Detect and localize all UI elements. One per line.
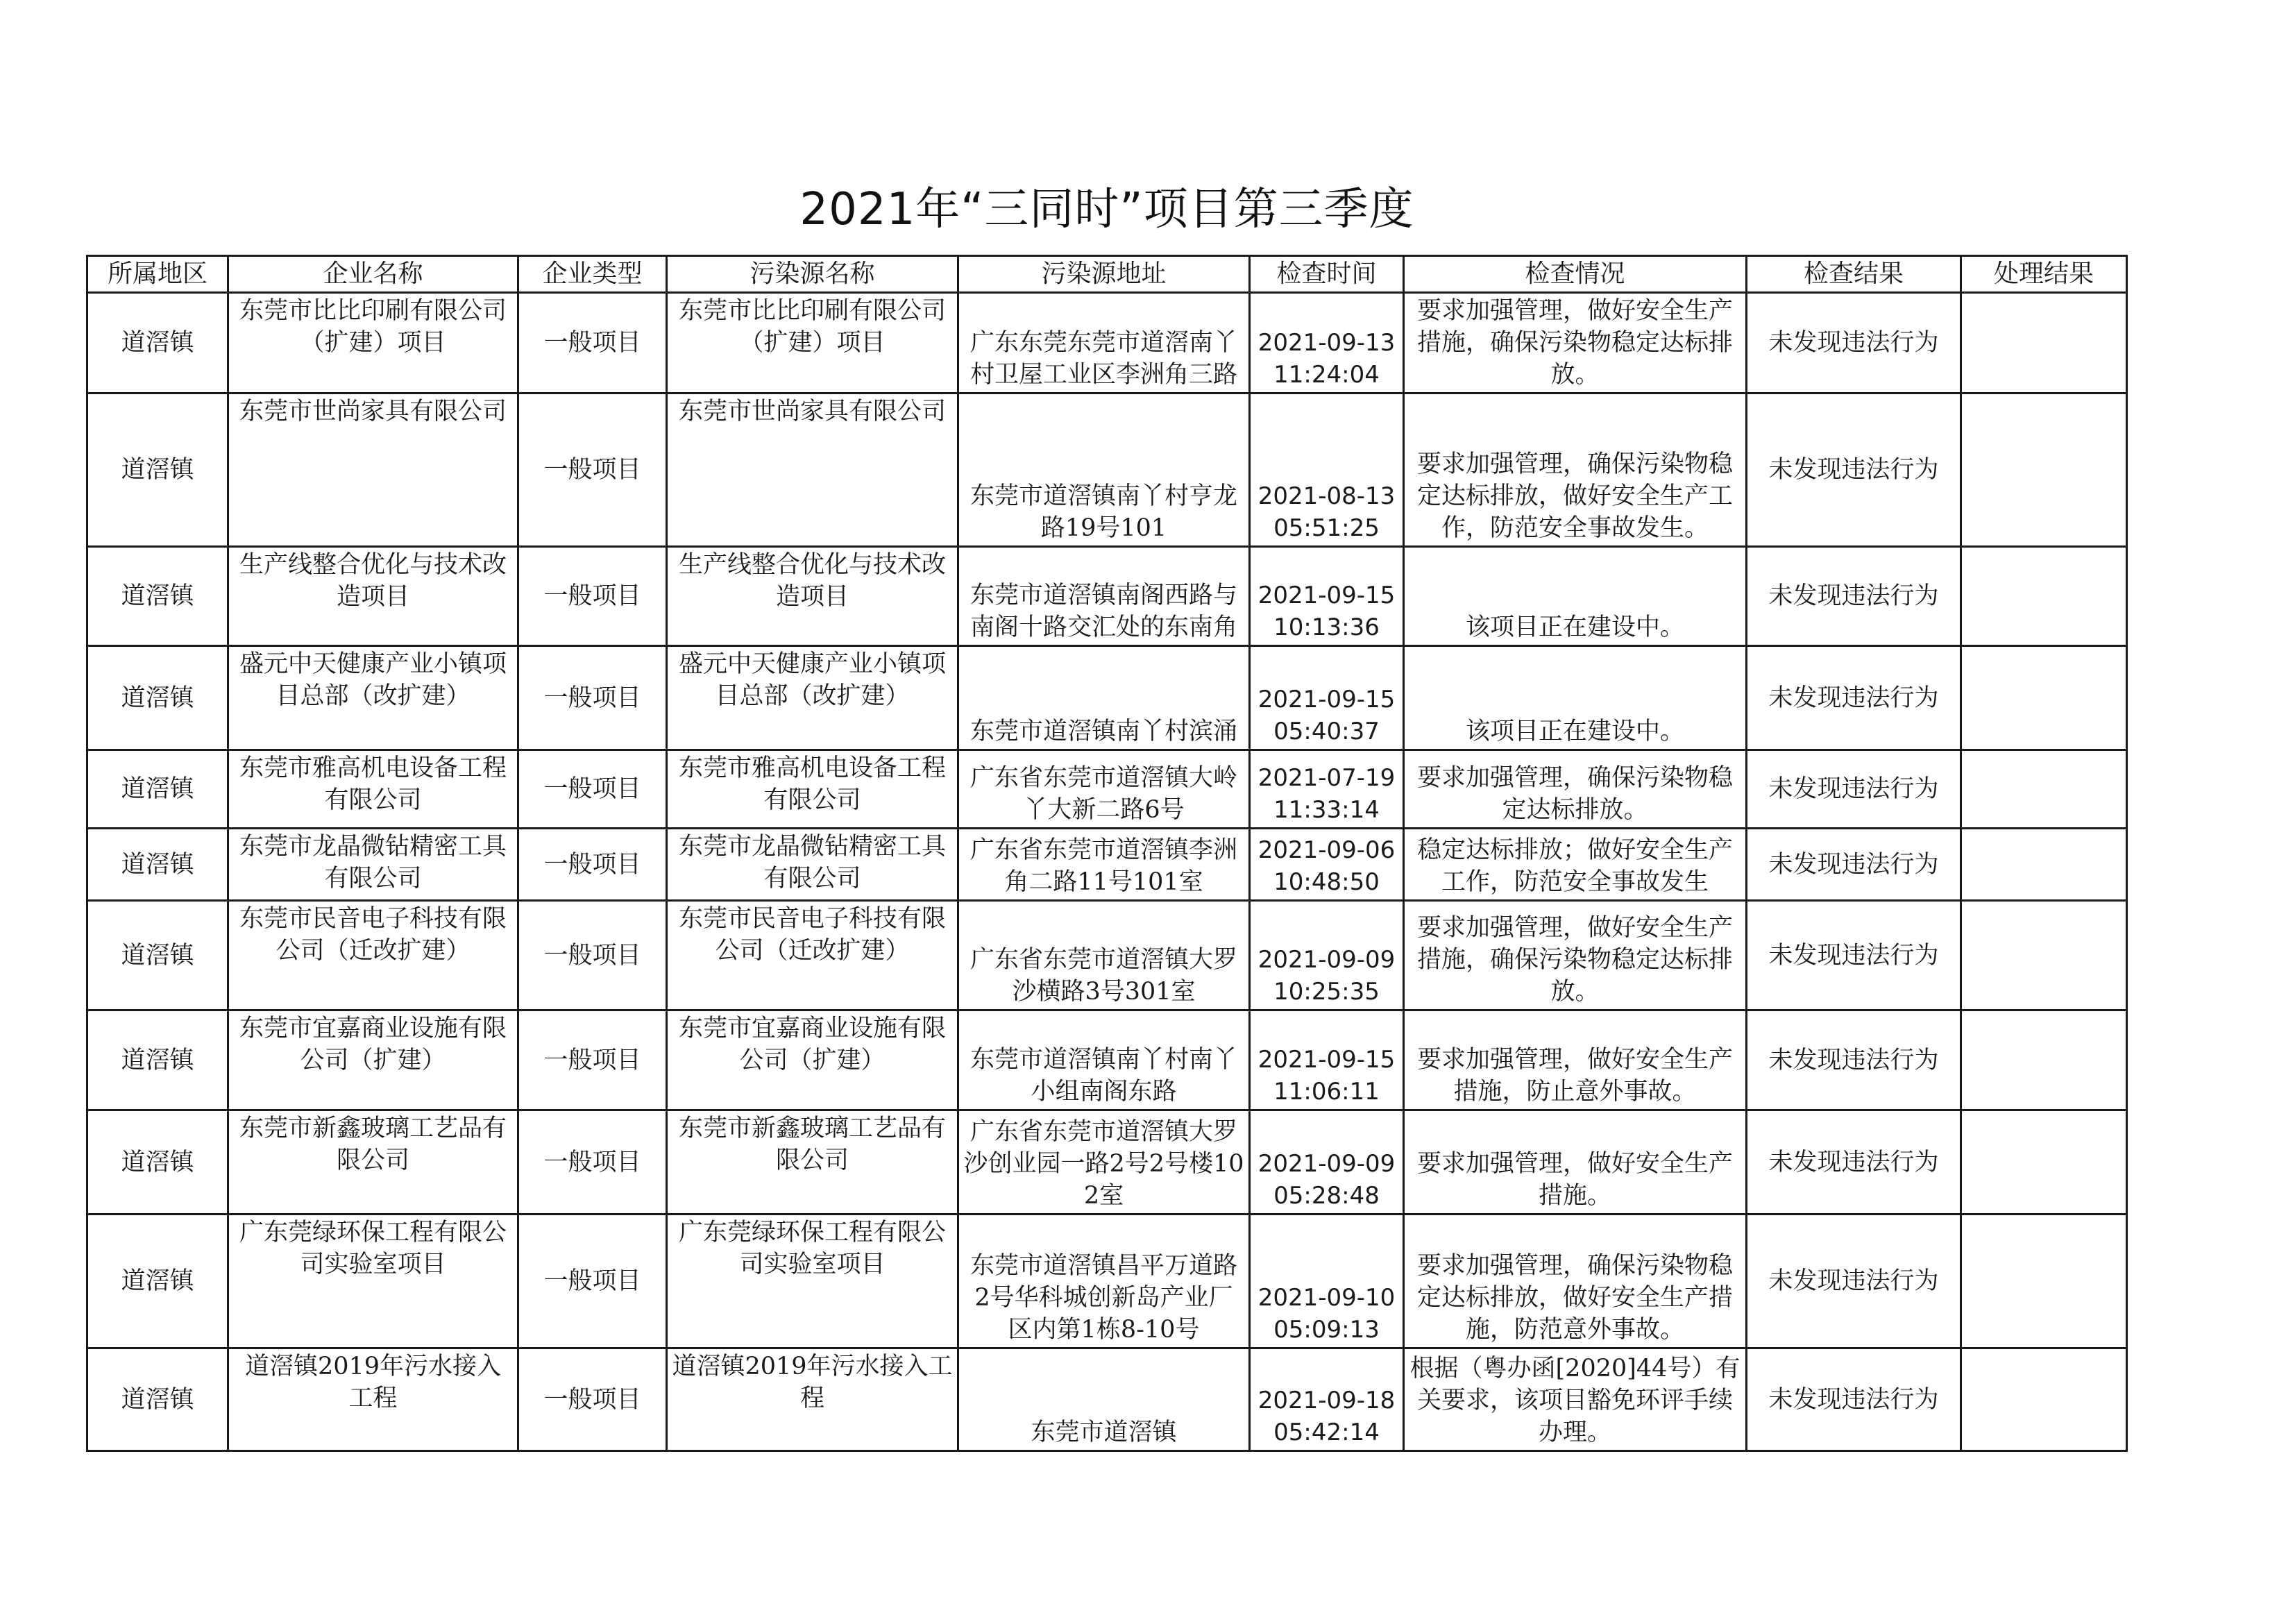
- cell-region: 道滘镇: [87, 293, 228, 394]
- cell-company: 东莞市新鑫玻璃工艺品有限公司: [228, 1110, 518, 1215]
- cell-address: 东莞市道滘镇南丫村南丫小组南阁东路: [958, 1010, 1250, 1110]
- cell-check: 根据（粤办函[2020]44号）有关要求，该项目豁免环评手续办理。: [1404, 1348, 1747, 1451]
- cell-check: 该项目正在建设中。: [1404, 547, 1747, 646]
- cell-type: 一般项目: [518, 547, 667, 646]
- cell-handling: [1961, 394, 2127, 547]
- cell-company: 盛元中天健康产业小镇项目总部（改扩建）: [228, 646, 518, 750]
- cell-result: 未发现违法行为: [1747, 646, 1961, 750]
- cell-address: 东莞市道滘镇南阁西路与南阁十路交汇处的东南角: [958, 547, 1250, 646]
- cell-address: 广东省东莞市道滘镇大罗沙创业园一路2号2号楼102室: [958, 1110, 1250, 1215]
- header-time: 检查时间: [1250, 256, 1404, 293]
- cell-time: 2021-09-06 10:48:50: [1250, 829, 1404, 901]
- table-row: [87, 829, 2127, 901]
- cell-region: 道滘镇: [87, 547, 228, 646]
- cell-source: 东莞市宜嘉商业设施有限公司（扩建）: [667, 1010, 958, 1110]
- cell-region: 道滘镇: [87, 1348, 228, 1451]
- cell-result: 未发现违法行为: [1747, 1215, 1961, 1348]
- cell-type: 一般项目: [518, 901, 667, 1010]
- cell-source: 盛元中天健康产业小镇项目总部（改扩建）: [667, 646, 958, 750]
- cell-result: 未发现违法行为: [1747, 1010, 1961, 1110]
- cell-source: 东莞市新鑫玻璃工艺品有限公司: [667, 1110, 958, 1215]
- cell-region: 道滘镇: [87, 1215, 228, 1348]
- header-handling: 处理结果: [1961, 256, 2127, 293]
- table-row: [87, 750, 2127, 829]
- cell-source: 道滘镇2019年污水接入工程: [667, 1348, 958, 1451]
- cell-check: 稳定达标排放；做好安全生产工作，防范安全事故发生: [1404, 829, 1747, 901]
- cell-result: 未发现违法行为: [1747, 293, 1961, 394]
- cell-time: 2021-09-15 10:13:36: [1250, 547, 1404, 646]
- header-region: 所属地区: [87, 256, 228, 293]
- cell-type: 一般项目: [518, 829, 667, 901]
- cell-result: 未发现违法行为: [1747, 1348, 1961, 1451]
- cell-type: 一般项目: [518, 750, 667, 829]
- cell-region: 道滘镇: [87, 394, 228, 547]
- cell-address: 广东东莞东莞市道滘南丫村卫屋工业区李洲角三路: [958, 293, 1250, 394]
- cell-handling: [1961, 829, 2127, 901]
- cell-check: 要求加强管理，确保污染物稳定达标排放，做好安全生产措施，防范意外事故。: [1404, 1215, 1747, 1348]
- cell-address: 东莞市道滘镇南丫村亨龙路19号101: [958, 394, 1250, 547]
- cell-source: 东莞市世尚家具有限公司: [667, 394, 958, 547]
- cell-company: 东莞市雅高机电设备工程有限公司: [228, 750, 518, 829]
- cell-address: 东莞市道滘镇昌平万道路2号华科城创新岛产业厂区内第1栋8-10号: [958, 1215, 1250, 1348]
- cell-result: 未发现违法行为: [1747, 901, 1961, 1010]
- cell-type: 一般项目: [518, 1010, 667, 1110]
- cell-time: 2021-09-10 05:09:13: [1250, 1215, 1404, 1348]
- cell-handling: [1961, 750, 2127, 829]
- header-type: 企业类型: [518, 256, 667, 293]
- cell-handling: [1961, 1010, 2127, 1110]
- cell-check: 要求加强管理，做好安全生产措施，防止意外事故。: [1404, 1010, 1747, 1110]
- cell-company: 东莞市民音电子科技有限公司（迁改扩建）: [228, 901, 518, 1010]
- cell-address: 广东省东莞市道滘镇大岭丫大新二路6号: [958, 750, 1250, 829]
- cell-source: 东莞市民音电子科技有限公司（迁改扩建）: [667, 901, 958, 1010]
- cell-region: 道滘镇: [87, 829, 228, 901]
- cell-check: 要求加强管理，确保污染物稳定达标排放。: [1404, 750, 1747, 829]
- cell-region: 道滘镇: [87, 750, 228, 829]
- cell-source: 东莞市雅高机电设备工程有限公司: [667, 750, 958, 829]
- header-result: 检查结果: [1747, 256, 1961, 293]
- cell-company: 东莞市龙晶微钻精密工具有限公司: [228, 829, 518, 901]
- cell-check: 要求加强管理，做好安全生产措施，确保污染物稳定达标排放。: [1404, 901, 1747, 1010]
- table-row: [87, 1110, 2127, 1215]
- cell-time: 2021-09-15 05:40:37: [1250, 646, 1404, 750]
- table-row: [87, 1215, 2127, 1348]
- cell-check: 要求加强管理，做好安全生产措施。: [1404, 1110, 1747, 1215]
- page-title: 2021年“三同时”项目第三季度: [799, 184, 1414, 235]
- cell-handling: [1961, 547, 2127, 646]
- cell-type: 一般项目: [518, 1215, 667, 1348]
- cell-time: 2021-07-19 11:33:14: [1250, 750, 1404, 829]
- cell-company: 东莞市比比印刷有限公司（扩建）项目: [228, 293, 518, 394]
- table-row: [87, 901, 2127, 1010]
- table-row: [87, 1348, 2127, 1451]
- table-header-row: [87, 256, 2127, 293]
- cell-company: 生产线整合优化与技术改造项目: [228, 547, 518, 646]
- cell-type: 一般项目: [518, 293, 667, 394]
- cell-region: 道滘镇: [87, 646, 228, 750]
- cell-company: 道滘镇2019年污水接入工程: [228, 1348, 518, 1451]
- cell-time: 2021-09-18 05:42:14: [1250, 1348, 1404, 1451]
- cell-time: 2021-09-09 10:25:35: [1250, 901, 1404, 1010]
- cell-result: 未发现违法行为: [1747, 1110, 1961, 1215]
- cell-company: 东莞市宜嘉商业设施有限公司（扩建）: [228, 1010, 518, 1110]
- cell-type: 一般项目: [518, 1110, 667, 1215]
- cell-region: 道滘镇: [87, 1010, 228, 1110]
- cell-handling: [1961, 646, 2127, 750]
- cell-source: 东莞市比比印刷有限公司（扩建）项目: [667, 293, 958, 394]
- cell-source: 生产线整合优化与技术改造项目: [667, 547, 958, 646]
- table-row: [87, 547, 2127, 646]
- cell-time: 2021-09-09 05:28:48: [1250, 1110, 1404, 1215]
- table-row: [87, 646, 2127, 750]
- cell-handling: [1961, 1215, 2127, 1348]
- cell-address: 东莞市道滘镇南丫村滨涌: [958, 646, 1250, 750]
- inspection-table: [86, 255, 2128, 1452]
- cell-source: 广东莞绿环保工程有限公司实验室项目: [667, 1215, 958, 1348]
- cell-time: 2021-08-13 05:51:25: [1250, 394, 1404, 547]
- cell-time: 2021-09-15 11:06:11: [1250, 1010, 1404, 1110]
- cell-handling: [1961, 293, 2127, 394]
- cell-check: 该项目正在建设中。: [1404, 646, 1747, 750]
- cell-company: 东莞市世尚家具有限公司: [228, 394, 518, 547]
- table-row: [87, 394, 2127, 547]
- cell-source: 东莞市龙晶微钻精密工具有限公司: [667, 829, 958, 901]
- header-address: 污染源地址: [958, 256, 1250, 293]
- cell-type: 一般项目: [518, 394, 667, 547]
- cell-address: 广东省东莞市道滘镇大罗沙横路3号301室: [958, 901, 1250, 1010]
- cell-result: 未发现违法行为: [1747, 394, 1961, 547]
- cell-result: 未发现违法行为: [1747, 750, 1961, 829]
- cell-handling: [1961, 901, 2127, 1010]
- header-company: 企业名称: [228, 256, 518, 293]
- table-row: [87, 1010, 2127, 1110]
- cell-handling: [1961, 1348, 2127, 1451]
- cell-result: 未发现违法行为: [1747, 547, 1961, 646]
- header-source: 污染源名称: [667, 256, 958, 293]
- cell-company: 广东莞绿环保工程有限公司实验室项目: [228, 1215, 518, 1348]
- cell-check: 要求加强管理，确保污染物稳定达标排放，做好安全生产工作，防范安全事故发生。: [1404, 394, 1747, 547]
- cell-address: 广东省东莞市道滘镇李洲角二路11号101室: [958, 829, 1250, 901]
- cell-region: 道滘镇: [87, 1110, 228, 1215]
- cell-type: 一般项目: [518, 646, 667, 750]
- cell-type: 一般项目: [518, 1348, 667, 1451]
- cell-time: 2021-09-13 11:24:04: [1250, 293, 1404, 394]
- table-row: [87, 293, 2127, 394]
- cell-result: 未发现违法行为: [1747, 829, 1961, 901]
- cell-region: 道滘镇: [87, 901, 228, 1010]
- header-check: 检查情况: [1404, 256, 1747, 293]
- cell-handling: [1961, 1110, 2127, 1215]
- cell-check: 要求加强管理，做好安全生产措施，确保污染物稳定达标排放。: [1404, 293, 1747, 394]
- cell-address: 东莞市道滘镇: [958, 1348, 1250, 1451]
